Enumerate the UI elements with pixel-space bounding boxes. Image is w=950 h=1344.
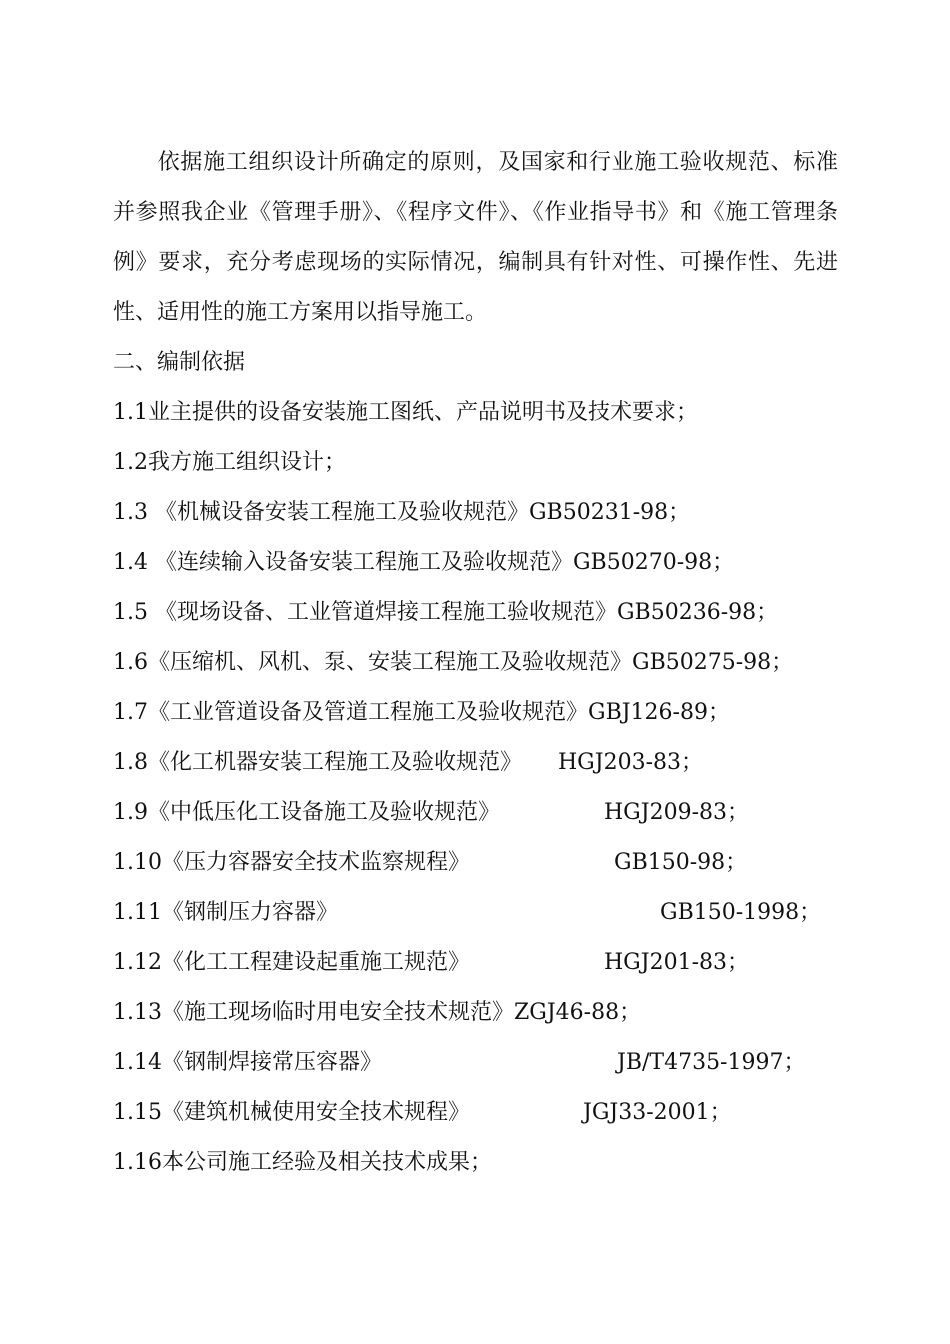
list-item: 1.2我方施工组织设计； — [113, 450, 346, 475]
standard-code: GB150-98； — [614, 850, 748, 875]
intro-paragraph-text: 依据施工组织设计所确定的原则，及国家和行业施工验收规范、标准并参照我企业《管理手册》、《程序文件》、《作业指导书》和《施工管理条例》要求，充分考虑现场的实际情况，编制具有针对性、可操作性、先进性、适用性的施工方案用以指导施工。 — [113, 150, 838, 325]
list-item: 1.1业主提供的设备安装施工图纸、产品说明书及技术要求； — [113, 400, 698, 425]
list-item: 1.14《钢制焊接常压容器》 — [113, 1050, 382, 1075]
standard-code: JB/T4735-1997； — [617, 1050, 806, 1075]
standard-code: JGJ33-2001； — [583, 1100, 732, 1125]
list-item: 1.3 《机械设备安装工程施工及验收规范》GB50231-98； — [113, 500, 691, 525]
list-item: 1.9《中低压化工设备施工及验收规范》 — [113, 800, 500, 825]
list-item: 1.5 《现场设备、工业管道焊接工程施工验收规范》GB50236-98； — [113, 600, 779, 625]
list-item: 1.13《施工现场临时用电安全技术规范》ZGJ46-88； — [113, 1000, 642, 1025]
list-item: 1.6《压缩机、风机、泵、安装工程施工及验收规范》GB50275-98； — [113, 650, 794, 675]
list-item: 1.4 《连续输入设备安装工程施工及验收规范》GB50270-98； — [113, 550, 735, 575]
list-item: 1.12《化工工程建设起重施工规范》 — [113, 950, 470, 975]
list-item: 1.16本公司施工经验及相关技术成果； — [113, 1150, 492, 1175]
list-item: 1.8《化工机器安装工程施工及验收规范》 — [113, 750, 522, 775]
list-item: 1.11《钢制压力容器》 — [113, 900, 338, 925]
section-heading: 二、编制依据 — [113, 350, 246, 375]
list-item: 1.10《压力容器安全技术监察规程》 — [113, 850, 470, 875]
standard-code: HGJ201-83； — [604, 950, 749, 975]
list-item: 1.7《工业管道设备及管道工程施工及验收规范》GBJ126-89； — [113, 700, 730, 725]
intro-paragraph — [113, 138, 838, 338]
standard-code: HGJ209-83； — [604, 800, 749, 825]
standard-code: GB150-1998； — [660, 900, 822, 925]
list-item: 1.15《建筑机械使用安全技术规程》 — [113, 1100, 470, 1125]
standard-code: HGJ203-83； — [558, 750, 703, 775]
